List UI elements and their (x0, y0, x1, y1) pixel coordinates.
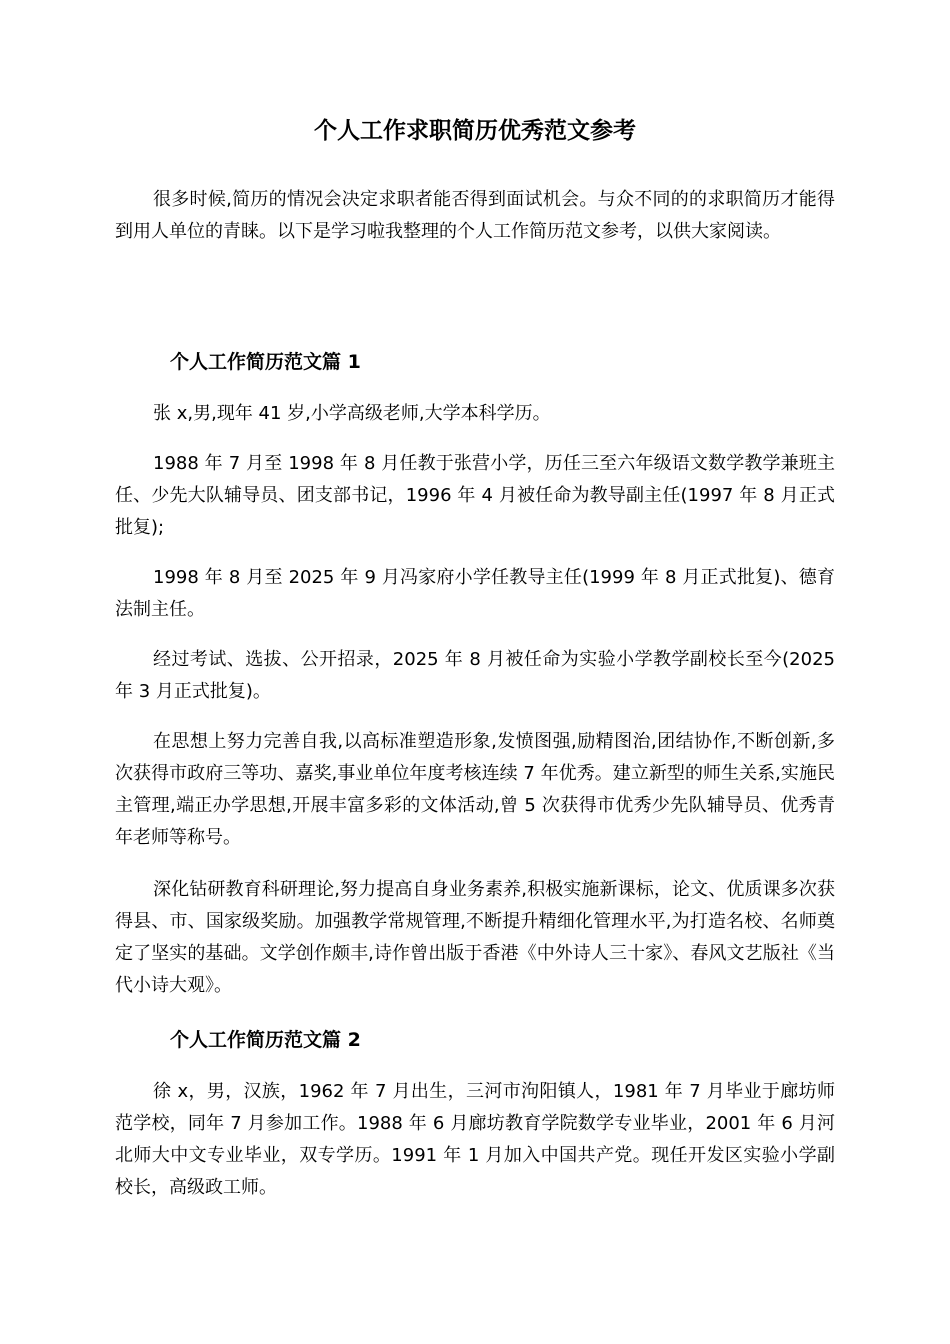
section-1-paragraph-2: 1988 年 7 月至 1998 年 8 月任教于张营小学，历任三至六年级语文数学教学兼班主任、少先大队辅导员、团支部书记，1996 年 4 月被任命为教导副主任(1997 年 8 月正式批复); (115, 453, 835, 538)
intro-paragraph: 很多时候,简历的情况会决定求职者能否得到面试机会。与众不同的的求职简历才能得到用人单位的青睐。以下是学习啦我整理的个人工作简历范文参考，以供大家阅读。 (115, 189, 835, 242)
section-heading-1: 个人工作简历范文篇 1 (170, 351, 361, 373)
section-1-paragraph-3: 1998 年 8 月至 2025 年 9 月冯家府小学任教导主任(1999 年 8 月正式批复)、德育法制主任。 (115, 567, 835, 620)
section-heading-2: 个人工作简历范文篇 2 (170, 1029, 361, 1051)
section-1-paragraph-1: 张 x,男,现年 41 岁,小学高级老师,大学本科学历。 (153, 403, 551, 424)
section-1-paragraph-6: 深化钻研教育科研理论,努力提高自身业务素养,积极实施新课标，论文、优质课多次获得县、市、国家级奖励。加强教学常规管理,不断提升精细化管理水平,为打造名校、名师奠定了坚实的基础。文学创作颇丰,诗作曾出版于香港《中外诗人三十家》、春风文艺版社《当代小诗大观》。 (115, 879, 835, 996)
section-2-paragraph-1: 徐 x，男，汉族，1962 年 7 月出生，三河市泃阳镇人，1981 年 7 月毕业于廊坊师范学校，同年 7 月参加工作。1988 年 6 月廊坊教育学院数学专业毕业，2001 年 6 月河北师大中文专业毕业，双专学历。1991 年 1 月加入中国共产党。现任开发区实验小学副校长，高级政工师。 (115, 1081, 835, 1198)
document-title: 个人工作求职简历优秀范文参考 (314, 118, 636, 144)
section-1-paragraph-5: 在思想上努力完善自我,以高标准塑造形象,发愤图强,励精图治,团结协作,不断创新,多次获得市政府三等功、嘉奖,事业单位年度考核连续 7 年优秀。建立新型的师生关系,实施民主管理,端正办学思想,开展丰富多彩的文体活动,曾 5 次获得市优秀少先队辅导员、优秀青年老师等称号。 (115, 731, 835, 848)
section-1-paragraph-4: 经过考试、选拔、公开招录，2025 年 8 月被任命为实验小学教学副校长至今(2025 年 3 月正式批复)。 (115, 649, 835, 702)
